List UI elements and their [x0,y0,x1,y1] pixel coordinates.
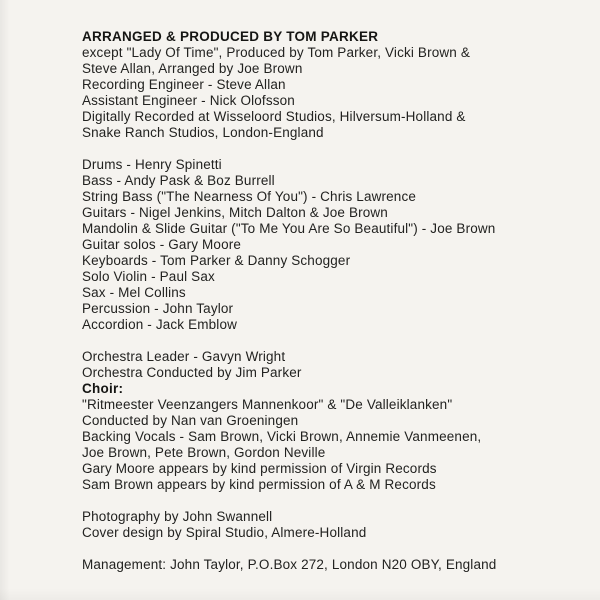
credits-line: except "Lady Of Time", Produced by Tom Parker, Vicki Brown & [82,45,471,60]
credits-line: Bass - Andy Pask & Boz Burrell [82,173,275,188]
credits-line: Joe Brown, Pete Brown, Gordon Neville [82,445,326,460]
credits-section-artwork [82,509,570,541]
credits-section-musicians [82,157,570,333]
credits-line: Drums - Henry Spinetti [82,157,222,172]
credits-line: Steve Allan, Arranged by Joe Brown [82,61,303,76]
credits-line: Gary Moore appears by kind permission of Virgin Records [82,461,437,476]
credits-line: String Bass ("The Nearness Of You") - Chris Lawrence [82,189,417,204]
credits-line: Percussion - John Taylor [82,301,234,316]
credits-line: Keyboards - Tom Parker & Danny Schogger [82,253,351,268]
credits-line: Sam Brown appears by kind permission of A & M Records [82,477,436,492]
credits-section-management [82,557,570,573]
credits-line: Backing Vocals - Sam Brown, Vicki Brown, Annemie Vanmeenen, [82,429,482,444]
credits-line: Choir: [82,381,124,396]
credits-line: Solo Violin - Paul Sax [82,269,215,284]
credits-line: Recording Engineer - Steve Allan [82,77,286,92]
credits-section-production [82,29,570,141]
credits-line: Orchestra Conducted by Jim Parker [82,365,302,380]
credits-line: Photography by John Swannell [82,509,273,524]
credits-line: Guitar solos - Gary Moore [82,237,242,252]
credits-line: Guitars - Nigel Jenkins, Mitch Dalton & Joe Brown [82,205,388,220]
credits-line: Mandolin & Slide Guitar ("To Me You Are So Beautiful") - Joe Brown [82,221,496,236]
credits-line: Accordion - Jack Emblow [82,317,238,332]
credits-line: Orchestra Leader - Gavyn Wright [82,349,286,364]
credits-line: ARRANGED & PRODUCED BY TOM PARKER [82,29,379,44]
credits-line: Conducted by Nan van Groeningen [82,413,299,428]
credits-line: Cover design by Spiral Studio, Almere-Holland [82,525,367,540]
credits-line: Assistant Engineer - Nick Olofsson [82,93,295,108]
credits-line: Snake Ranch Studios, London-England [82,125,324,140]
credits-line: Sax - Mel Collins [82,285,186,300]
credits-line: "Ritmeester Veenzangers Mannenkoor" & "De Valleiklanken" [82,397,453,412]
credits-line: Digitally Recorded at Wisseloord Studios, Hilversum-Holland & [82,109,466,124]
credits-line: Management: John Taylor, P.O.Box 272, London N20 OBY, England [82,557,497,572]
credits-section-orchestra-and-choir [82,349,570,493]
